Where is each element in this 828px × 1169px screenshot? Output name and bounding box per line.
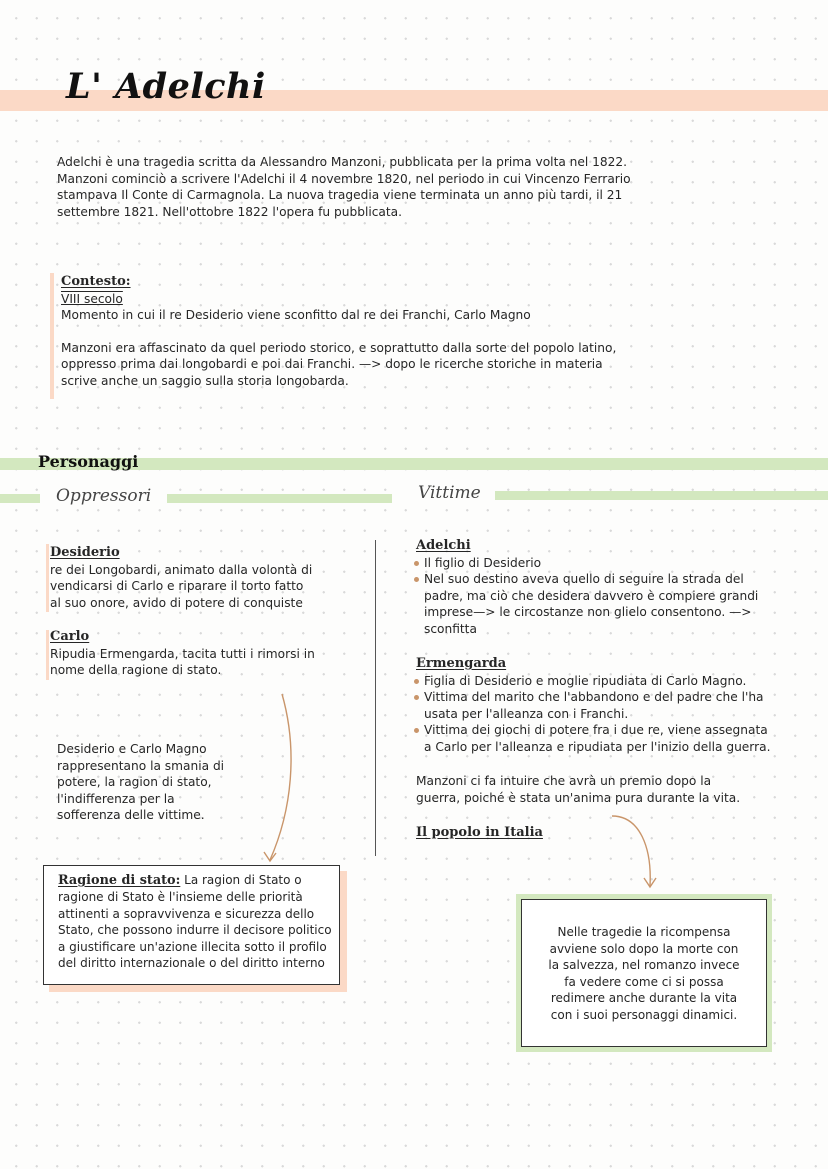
intro-line: settembre 1821. Nell'ottobre 1822 l'opera fu pubblicata.	[57, 204, 403, 219]
ricompensa-line: avviene solo dopo la morte con	[549, 941, 739, 956]
adelchi-bullet: Nel suo destino aveva quello di seguire la strada del padre, ma ciò che desidera davvero è compiere grandi imprese—> le circostanze non glielo consentono. —> sconfitta	[416, 571, 758, 637]
manzoni-note-line: guerra, poiché è stata un'anima pura durante la vita.	[416, 790, 741, 805]
contesto-block	[61, 274, 661, 390]
arrow-to-ragione-icon	[250, 690, 310, 875]
ermengarda-name: Ermengarda	[416, 656, 507, 671]
oppressori-note-line: Desiderio e Carlo Magno	[57, 742, 207, 756]
ermengarda-bullet: Vittima dei giochi di potere fra i due re, viene assegnata a Carlo per l'alleanza e ripudiata per l'inizio della guerra.	[416, 722, 770, 755]
desiderio-line: vendicarsi di Carlo e riparare il torto fatto	[50, 579, 304, 594]
carlo-line: nome della ragione di stato.	[50, 663, 222, 678]
personaggi-heading: Personaggi	[38, 452, 139, 471]
subsection-band-right	[486, 491, 828, 500]
contesto-century: VIII secolo	[61, 291, 123, 306]
column-divider	[375, 540, 376, 856]
popolo-heading: Il popolo in Italia	[416, 825, 543, 840]
intro-paragraph	[57, 154, 657, 220]
contesto-side-bar	[50, 273, 54, 399]
ricompensa-line: fa vedere come ci si possa	[564, 974, 724, 989]
ragione-line: a giustificare un'azione illecita sotto il profilo	[58, 939, 327, 954]
ricompensa-line: redimere anche durante la vita	[550, 991, 738, 1006]
oppressori-note-line: potere, la ragion di stato,	[57, 775, 212, 790]
manzoni-note-line: Manzoni ci fa intuire che avrà un premio dopo la	[416, 774, 712, 788]
ragione-term: Ragione di stato:	[58, 873, 181, 888]
ricompensa-line: con i suoi personaggi dinamici.	[550, 1007, 738, 1022]
ragione-first-line: La ragion di Stato o	[180, 873, 302, 887]
page-title: L' Adelchi	[66, 66, 266, 107]
intro-line: stampava Il Conte di Carmagnola. La nuova tragedia viene terminata un anno più tardi, il 21	[57, 188, 623, 203]
adelchi-name: Adelchi	[416, 538, 471, 553]
ragione-line: Stato, che possono indurre il decisore politico	[58, 923, 332, 938]
desiderio-name: Desiderio	[50, 545, 120, 560]
desiderio-block	[50, 545, 312, 611]
desiderio-side-bar	[46, 544, 49, 612]
ermengarda-block	[416, 656, 770, 756]
intro-line: Adelchi è una tragedia scritta da Alessandro Manzoni, pubblicata per la prima volta nel 1822.	[57, 155, 628, 169]
ermengarda-bullet: Vittima del marito che l'abbandono e del padre che l'ha usata per l'alleanza con i Franchi.	[416, 689, 770, 722]
carlo-block	[50, 629, 315, 679]
manzoni-note	[416, 773, 740, 806]
oppressori-note	[57, 741, 224, 824]
ragione-line: del diritto internazionale o del diritto interno	[58, 956, 325, 971]
ricompensa-box	[521, 899, 767, 1047]
arrow-to-ricompensa-icon	[600, 808, 670, 893]
adelchi-block	[416, 538, 758, 638]
oppressori-heading: Oppressori	[40, 486, 167, 506]
ragione-line: attinenti a sopravvivenza e sicurezza dello	[58, 906, 315, 921]
oppressori-note-line: l'indifferenza per la	[57, 791, 175, 806]
contesto-paragraph-line: oppresso prima dai longobardi e poi dai Franchi. —> dopo le ricerche storiche in materia	[61, 357, 603, 372]
adelchi-bullet: Il figlio di Desiderio	[416, 555, 758, 572]
contesto-paragraph-line: Manzoni era affascinato da quel periodo storico, e soprattutto dalla sorte del popolo latino,	[61, 340, 617, 355]
oppressori-note-line: rappresentano la smania di	[57, 758, 225, 773]
oppressori-note-line: sofferenza delle vittime.	[57, 808, 205, 823]
carlo-side-bar	[46, 630, 49, 680]
carlo-line: Ripudia Ermengarda, tacita tutti i rimorsi in	[50, 646, 315, 661]
ragione-di-stato-box	[43, 865, 340, 985]
carlo-name: Carlo	[50, 629, 90, 644]
ermengarda-bullet: Figlia di Desiderio e moglie ripudiata di Carlo Magno.	[416, 673, 770, 690]
vittime-heading: Vittime	[404, 483, 495, 503]
contesto-moment: Momento in cui il re Desiderio viene sconfitto dal re dei Franchi, Carlo Magno	[61, 308, 531, 323]
ricompensa-line: la salvezza, nel romanzo invece	[548, 958, 740, 973]
intro-line: Manzoni cominciò a scrivere l'Adelchi il 4 novembre 1820, nel periodo in cui Vincenzo Ferrario	[57, 171, 631, 186]
contesto-paragraph-line: scrive anche un saggio sulla storia longobarda.	[61, 373, 349, 388]
contesto-heading: Contesto:	[61, 274, 131, 289]
ricompensa-line: Nelle tragedie la ricompensa	[557, 925, 731, 939]
ragione-line: ragione di Stato è l'insieme delle priorità	[58, 890, 303, 905]
desiderio-line: al suo onore, avido di potere di conquiste	[50, 595, 303, 610]
desiderio-line: re dei Longobardi, animato dalla volontà di	[50, 562, 313, 577]
